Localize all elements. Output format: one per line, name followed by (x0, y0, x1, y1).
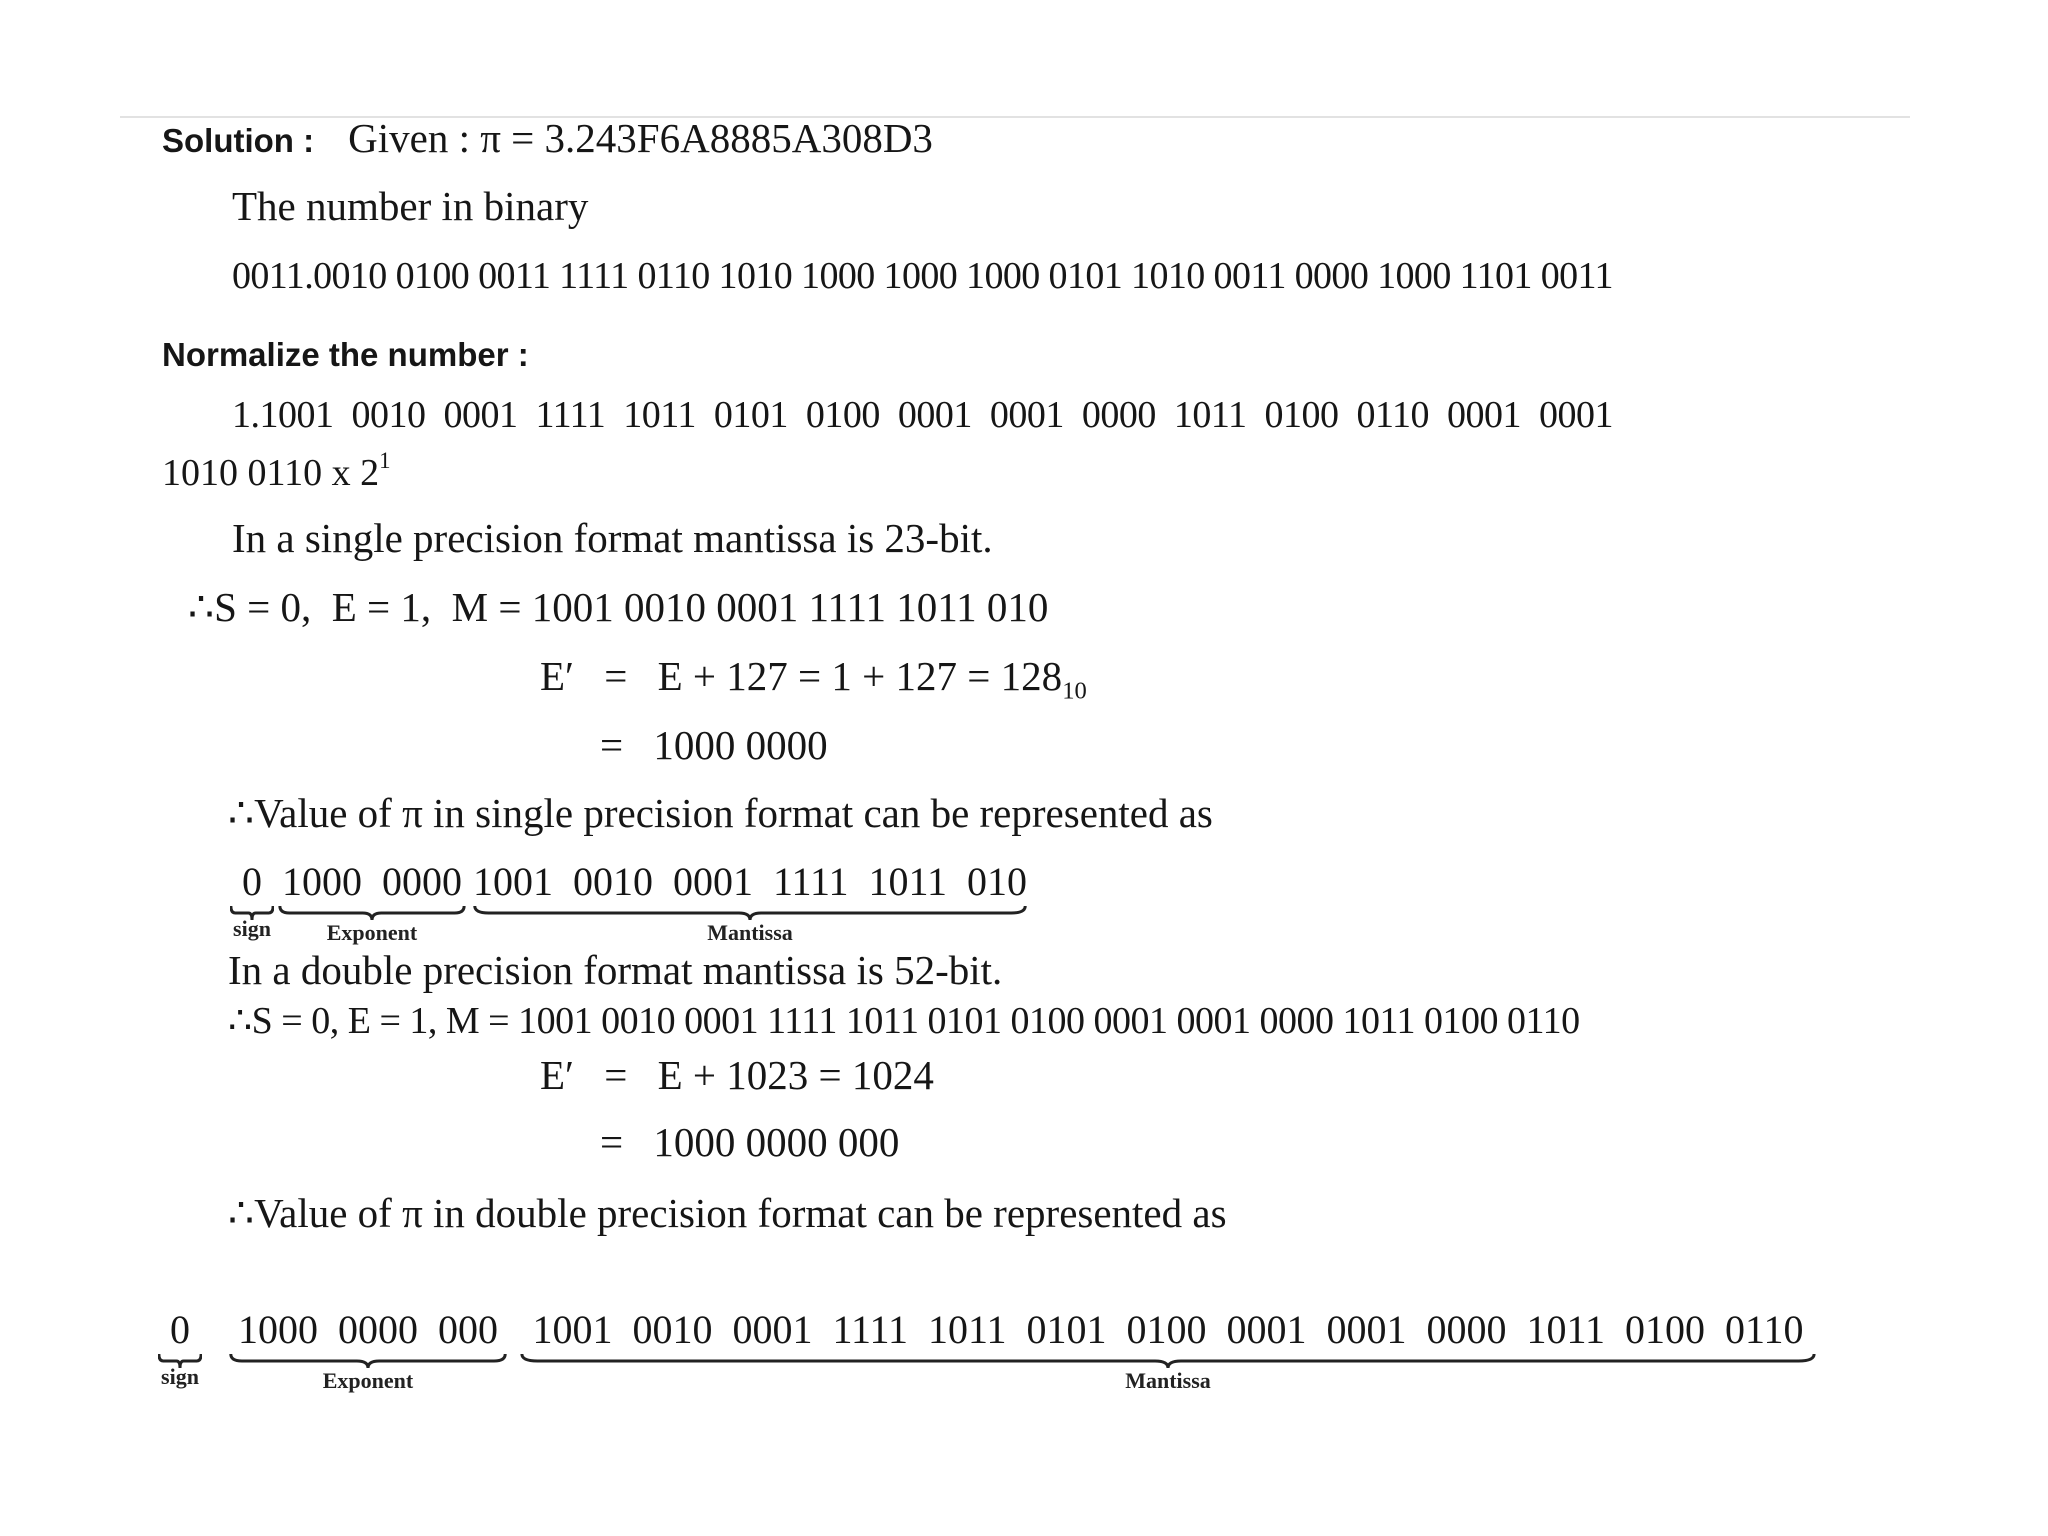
normalized-line-1: 1.1001 0010 0001 1111 1011 0101 0100 0001 0001 0000 1011 0100 0110 0001 0001 (232, 394, 1614, 436)
double-eprime-lhs: E′ (540, 1052, 575, 1098)
double-eprime-eq: = (604, 1052, 628, 1098)
single-intro: In a single precision format mantissa is 23-bit. (232, 515, 993, 561)
binary-value: 0011.0010 0100 0011 1111 0110 1010 1000 1000 1000 0101 1010 0011 0000 1000 1101 0011 (232, 255, 1613, 297)
double-eprime-rhs: E + 1023 = 1024 (657, 1052, 934, 1098)
single-eprime-binary-value: 1000 0000 (653, 722, 828, 768)
double-eprime (540, 1052, 934, 1098)
single-exponent-group (278, 859, 466, 945)
double-sign-bits: 0 (170, 1307, 190, 1352)
single-mantissa-bits: 1001 0010 0001 1111 1011 010 (472, 859, 1028, 904)
normalized-line-2 (162, 448, 391, 495)
single-eprime (540, 653, 1087, 705)
double-exponent-label: Exponent (322, 1368, 414, 1393)
solution-line (162, 115, 933, 161)
single-eprime-lhs: E′ (540, 653, 575, 699)
single-exponent-bits: 1000 0000 (282, 859, 462, 904)
single-eprime-subscript: 10 (1062, 677, 1087, 705)
single-mantissa-group (472, 859, 1028, 945)
double-mantissa-group (518, 1307, 1818, 1393)
single-exponent-label: Exponent (326, 920, 418, 945)
double-mantissa-label: Mantissa (1125, 1368, 1211, 1393)
single-eprime-binary-eq: = (600, 722, 624, 768)
double-mantissa-bits: 1001 0010 0001 1111 1011 0101 0100 0001 0001 0000 1011 0100 0110 (532, 1307, 1804, 1352)
normalized-exponent: 1 (379, 448, 391, 473)
solution-label: Solution : (162, 122, 315, 159)
normalized-line-2-text: 1010 0110 x 2 (162, 452, 380, 495)
given-text: Given : π = 3.243F6A8885A308D3 (348, 115, 933, 161)
single-eprime-binary (600, 722, 828, 768)
normalize-heading: Normalize the number : (162, 336, 529, 373)
double-representation (158, 1307, 1818, 1400)
binary-intro: The number in binary (232, 183, 589, 229)
double-sign-group (158, 1307, 202, 1389)
single-representation (228, 859, 1068, 952)
double-sign-label: sign (161, 1364, 199, 1389)
double-eprime-binary-eq: = (600, 1119, 624, 1165)
single-sign-label: sign (233, 916, 271, 941)
single-eprime-expression: E + 127 = 1 + 127 = 128 (657, 653, 1063, 699)
single-value-text: ∴Value of π in single precision format can be represented as (228, 790, 1213, 836)
double-value-text: ∴Value of π in double precision format can be represented as (228, 1190, 1227, 1236)
single-sign-group (230, 859, 274, 941)
double-exponent-group (228, 1307, 508, 1393)
single-sem: ∴S = 0, E = 1, M = 1001 0010 0001 1111 1011 010 (188, 584, 1049, 630)
single-eprime-rhs (657, 653, 1087, 705)
double-eprime-binary (600, 1119, 900, 1165)
double-eprime-binary-value: 1000 0000 000 (653, 1119, 900, 1165)
double-exponent-bits: 1000 0000 000 (238, 1307, 498, 1352)
single-sign-bits: 0 (242, 859, 262, 904)
single-mantissa-label: Mantissa (707, 920, 793, 945)
double-intro: In a double precision format mantissa is 52-bit. (228, 947, 1003, 993)
single-eprime-eq: = (604, 653, 628, 699)
double-sem: ∴S = 0, E = 1, M = 1001 0010 0001 1111 1011 0101 0100 0001 0001 0000 1011 0100 0110 (228, 1000, 1580, 1042)
